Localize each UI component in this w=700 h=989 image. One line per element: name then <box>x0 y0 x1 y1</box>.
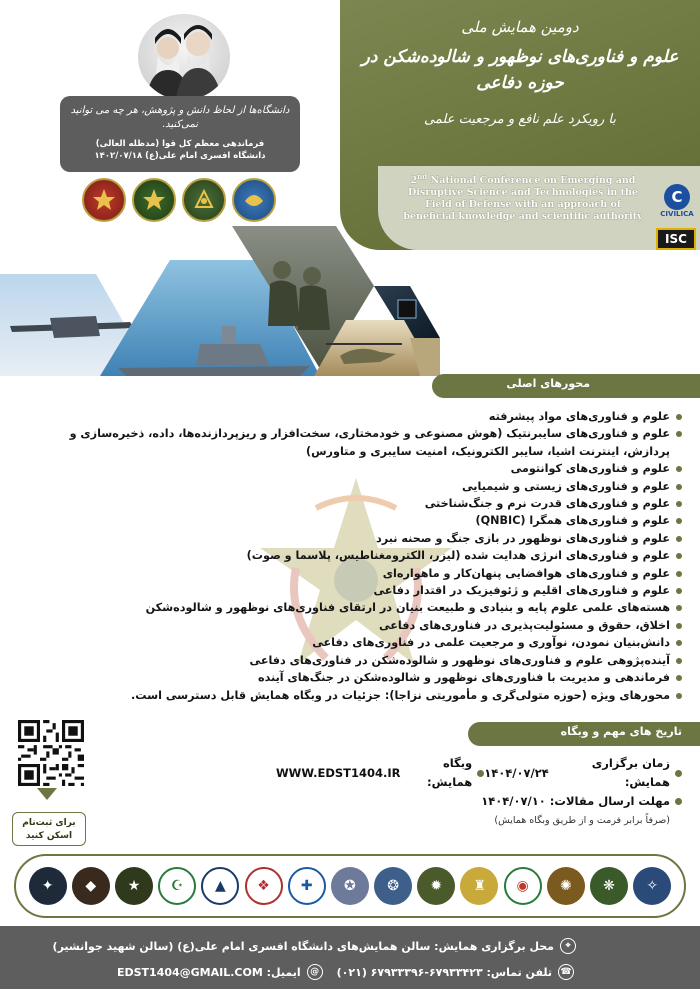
main-topics-list <box>20 408 682 704</box>
organization-logo-icon: ✹ <box>417 867 455 905</box>
ground-force-emblem-icon <box>132 178 176 222</box>
conference-date-row <box>258 754 682 792</box>
list-item: اخلاق، حقوق و مسئولیت‌پذیری در فناوری‌های دفاعی <box>20 617 682 634</box>
qr-scan-label: برای ثبت‌نام اسکن کنید <box>12 812 86 846</box>
organization-logo-icon: ★ <box>115 867 153 905</box>
list-item: علوم و فناوری‌های کوانتومی <box>20 460 682 477</box>
email-icon: @ <box>307 964 323 980</box>
leaders-portrait <box>138 14 230 100</box>
organization-logo-icon: ◆ <box>72 867 110 905</box>
main-topics-header <box>432 374 700 398</box>
isc-logo: ISC <box>656 228 696 250</box>
organization-logo-icon: ✪ <box>331 867 369 905</box>
dates-title: تاریخ های مهم و وبگاه <box>560 725 682 738</box>
conference-date-label: زمان برگزاری همایش: <box>591 756 670 789</box>
conference-subtitle: دومین همایش ملی <box>461 18 579 36</box>
footer <box>0 926 700 989</box>
list-item: علوم و فناوری‌های زیستی و شیمیایی <box>20 478 682 495</box>
conference-name: علوم و فناوری‌های نوظهور و شالوده‌شکن در حوزه دفاعی <box>361 47 679 93</box>
qr-pointer-icon <box>37 788 57 800</box>
deadline-row <box>258 792 682 811</box>
organization-logo-icon: ♜ <box>460 867 498 905</box>
location-pin-icon: ⌖ <box>560 938 576 954</box>
list-item: علوم و فناوری‌های انرژی هدایت شده (لیزر، الکترومغناطیس، پلاسما و صوت) <box>20 547 682 564</box>
organization-logo-icon: ▲ <box>201 867 239 905</box>
main-topics-title: محورهای اصلی <box>506 377 590 390</box>
quote-text: دانشگاه‌ها از لحاظ دانش و پژوهش، هر چه می توانید نمی‌کنید. <box>70 105 290 130</box>
army-emblem-icon <box>82 178 126 222</box>
list-item: دانش‌بنیان نمودن، نوآوری و مرجعیت علمی در فناوری‌های دفاعی <box>20 634 682 651</box>
english-title: National Conference on Emerging and Disruptive Science and Technologies in the Field of Defense with an approach of beneficial knowledge and scientific authority <box>403 175 643 223</box>
organization-logo-icon: ✧ <box>633 867 671 905</box>
deadline-value: ۱۴۰۴/۰۷/۱۰ <box>481 794 546 808</box>
list-item: محورهای ویژه (حوزه متولی‌گری و مأموریتی نزاجا): جزئیات در وبگاه همایش قابل دسترسی است. <box>20 687 682 704</box>
footer-phone[interactable]: تلفن تماس: ۶۷۹۳۳۴۲۳-۶۷۹۳۳۳۹۶ (۰۲۱) <box>336 965 552 979</box>
list-item: فرماندهی و مدیریت با فناوری‌های نوظهور و شالوده‌شکن در جنگ‌های آینده <box>20 669 682 686</box>
list-item: علوم و فناوری‌های مواد پیشرفته <box>20 408 682 425</box>
organization-logo-icon: ✺ <box>547 867 585 905</box>
list-item: علوم و فناوری‌های سایبرنتیک (هوش مصنوعی و خودمختاری، سخت‌افزار و ریزپردازنده‌ها، داده، ذخیره‌سازی و پردازش، اینترنت اشیا، سایبر الکترونیک، امنیت سایبری و متاورس) <box>20 425 682 460</box>
quote-author: فرماندهی معظم کل قوا (مدظله العالی) <box>95 139 265 149</box>
dates-header <box>468 722 700 746</box>
organization-logo-icon: ◉ <box>504 867 542 905</box>
civilica-label: CIVILICA <box>660 210 694 218</box>
ordinal-number: 2 <box>410 175 418 187</box>
organization-logo-icon: ❖ <box>245 867 283 905</box>
footer-contact-row <box>117 964 574 980</box>
email-label: ایمیل: <box>266 965 301 979</box>
organizations-logo-strip <box>14 854 686 918</box>
bullet-icon <box>477 770 484 777</box>
organization-logo-icon: ✚ <box>288 867 326 905</box>
important-dates <box>258 754 682 830</box>
list-item: هسته‌های علمی علوم پایه و بنیادی و طبیعت بنیان در ارتقای فناوری‌های نوظهور و شالوده‌شکن <box>20 599 682 616</box>
conference-date-value: ۱۴۰۴/۰۷/۲۴ <box>484 765 549 780</box>
organization-logo-icon: ✦ <box>29 867 67 905</box>
list-item: علوم و فناوری‌های قدرت نرم و جنگ‌شناختی <box>20 495 682 512</box>
list-item: علوم و فناوری‌های نوظهور در بازی جنگ و صحنه نبرد <box>20 530 682 547</box>
conference-title-en <box>398 171 648 223</box>
organization-logo-icon: ❂ <box>374 867 412 905</box>
bullet-icon <box>675 798 682 805</box>
footer-email[interactable]: EDST1404@GMAIL.COM <box>116 965 263 979</box>
registration-qr-code[interactable] <box>18 720 84 786</box>
list-item: علوم و فناوری‌های هوافضایی پنهان‌کار و ماهواره‌ای <box>20 565 682 582</box>
conference-approach: با رویکرد علم نافع و مرجعیت علمی <box>424 112 616 127</box>
website-label: وبگاه همایش: <box>427 756 473 789</box>
website-link[interactable]: WWW.EDST1404.IR <box>276 765 401 780</box>
deadline-note: (صرفاً برابر فرمت و از طریق وبگاه همایش) <box>494 815 670 826</box>
list-item: علوم و فناوری‌های اقلیم و ژئوفیزیک در اقتدار دفاعی <box>20 582 682 599</box>
ordinal-suffix: nd <box>417 172 428 181</box>
quote-place-date: دانشگاه افسری امام علی(ع) ۱۴۰۲/۰۷/۱۸ <box>94 151 266 161</box>
photo-collage <box>0 226 440 390</box>
organization-logo-icon: ❋ <box>590 867 628 905</box>
phone-icon: ☎ <box>558 964 574 980</box>
civilica-icon: C <box>664 184 690 210</box>
conference-title-fa <box>350 18 690 127</box>
bullet-icon <box>675 770 682 777</box>
list-item: علوم و فناوری‌های همگرا (QNBIC) <box>20 512 682 529</box>
footer-location: محل برگزاری همایش: سالن همایش‌های دانشگاه افسری امام علی(ع) (سالن شهید جوانشیر) <box>52 939 554 953</box>
officer-university-emblem-icon <box>182 178 226 222</box>
civilica-logo <box>656 184 698 224</box>
quote-box <box>60 96 300 172</box>
organization-logo-icon: ☪ <box>158 867 196 905</box>
footer-location-row <box>53 938 576 954</box>
deadline-label: مهلت ارسال مقالات: <box>549 794 670 808</box>
list-item: آینده‌پژوهی علوم و فناوری‌های نوظهور و شالوده‌شکن در فناوری‌های دفاعی <box>20 652 682 669</box>
general-staff-emblem-icon <box>232 178 276 222</box>
